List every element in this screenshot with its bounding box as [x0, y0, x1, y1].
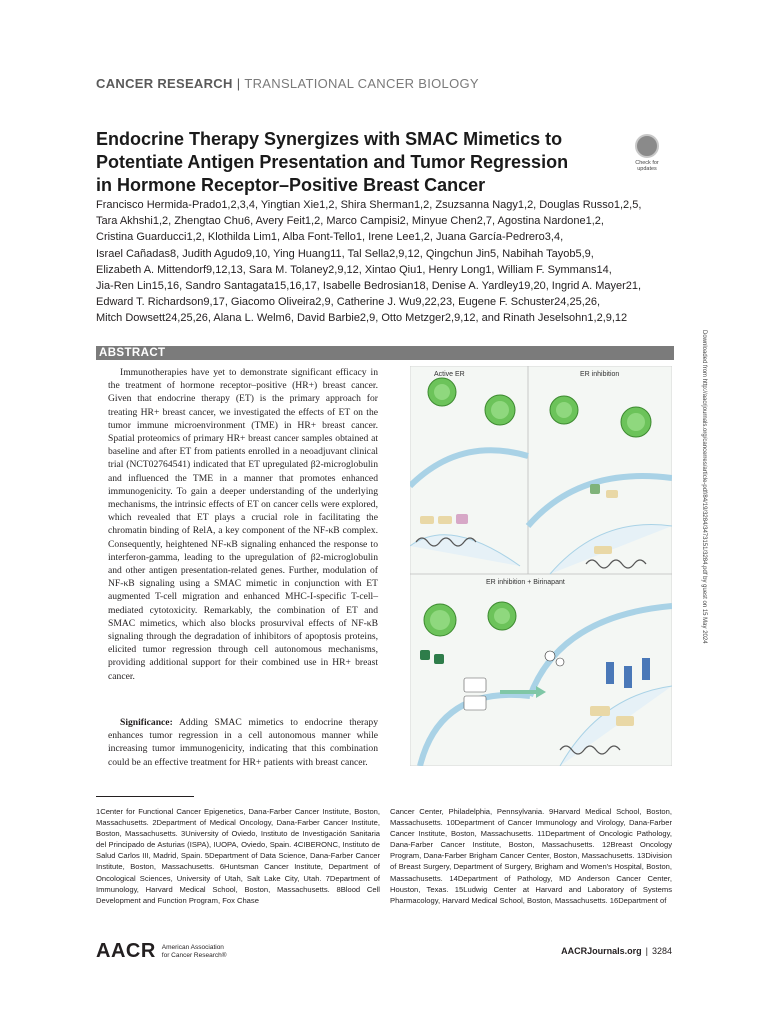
- check-for-updates-badge[interactable]: [628, 134, 666, 178]
- significance-text: Adding SMAC mimetics to endocrine therapy enhances tumor regression in a cell autonomous manner while increasing tumor immunogenicity, indicating that this combination could be an effective treatment for HR+ patients with breast cancer.: [108, 717, 378, 768]
- label-box: [464, 696, 486, 710]
- author-line: Jia-Ren Lin15,16, Sandro Santagata15,16,17, Isabelle Bedrosian18, Denise A. Yardley19,20, Ingrid A. Mayer21,: [96, 280, 642, 293]
- protein-shape: [420, 516, 434, 524]
- download-note: Downloaded from http://aacrjournals.org/cancerres/article-pdf/84/19/3284/3473151/3284.pdf by guest on 15 May 2024: [701, 330, 707, 644]
- title-line: Potentiate Antigen Presentation and Tumor Regression: [96, 152, 569, 172]
- abstract-paragraph: Immunotherapies have yet to demonstrate significant efficacy in the treatment of hormone receptor–positive (HR+) breast cancer. Given that endocrine therapy (ET) is the primary approach for treating HR+ breast cancer, we investigated the effects of ET on the tumor immune microenvironment (TME) in HR+ breast cancer. Spatial proteomics of primary HR+ breast cancer samples obtained at baseline and after ET from patients enrolled in a neoadjuvant clinical trial (NCT02764541) indicated that ET upregulated β2-microglobulin and influenced the TME in a manner that promotes enhanced immunogenicity. To gain a deeper understanding of the underlying mechanisms, the intrinsic effects of ET on cancer cells were explored, which revealed that ET plays a crucial role in facilitating the chromatin binding of RelA, a key component of the NF-κB complex. Consequently, heightened NF-κB signaling enhanced the response to interferon-gamma, leading to the upregulation of β2-microglobulin and other antigen presentation-related genes. Further, modulation of NF-κB signaling using a SMAC mimetic in conjunction with ET augmented T-cell migration and enhanced MHC-I-specific T-cell–mediated cytotoxicity. Remarkably, the combination of ET and SMAC mimetics, which also blocks prosurvival effects of NF-κB signaling through the degradation of inhibitors of apoptosis proteins, elicited tumor regression through cell autonomous mechanisms, providing additional support for their combined use in HR+ breast cancer.: [108, 367, 378, 682]
- page-footer: [520, 946, 672, 956]
- footer-separator: |: [645, 946, 648, 956]
- badge-text: Check for updates: [635, 160, 659, 172]
- panel-label-combination: ER inhibition + Birinapant: [486, 579, 565, 586]
- protein-shape: [616, 716, 634, 726]
- author-list: [96, 197, 676, 327]
- panel-label-active-er: Active ER: [434, 371, 465, 378]
- journal-site-link[interactable]: AACRJournals.org: [561, 946, 642, 956]
- footnote-rule: [96, 796, 194, 797]
- aacr-logo: [96, 940, 227, 963]
- title-line: in Hormone Receptor–Positive Breast Cancer: [96, 175, 486, 195]
- graphical-abstract: [410, 366, 672, 766]
- author-line: Francisco Hermida-Prado1,2,3,4, Yingtian Xie1,2, Shira Sherman1,2, Zsuzsanna Nagy1,2, Douglas Russo1,2,5,: [96, 199, 642, 211]
- abstract-heading: ABSTRACT: [99, 347, 166, 359]
- significance-label: Significance:: [120, 717, 173, 728]
- journal-header: [96, 76, 479, 91]
- mhc-receptor: [606, 662, 614, 684]
- author-line: Israel Cañadas8, Judith Agudo9,10, Ying Huang11, Tal Sella2,9,12, Qingchun Jin5, Nabihah Tayob5,9,: [96, 247, 594, 260]
- protein-shape: [594, 546, 612, 554]
- mhc-receptor: [624, 666, 632, 688]
- author-line: Cristina Guarducci1,2, Klothilda Lim1, Alba Font-Tello1, Irene Lee1,2, Juana García-Pedrero3,4,: [96, 231, 564, 244]
- protein-shape: [590, 706, 610, 716]
- panel-label-er-inhibition: ER inhibition: [580, 371, 620, 378]
- header-separator: |: [236, 76, 241, 91]
- aacr-association: American Association for Cancer Research®: [161, 943, 227, 959]
- journal-name: CANCER RESEARCH: [96, 76, 233, 91]
- t-cell-nucleus: [494, 608, 510, 624]
- journal-section: TRANSLATIONAL CANCER BIOLOGY: [244, 76, 479, 91]
- aacr-wordmark: AACR: [96, 940, 156, 962]
- protein-shape: [434, 654, 444, 664]
- protein-shape: [438, 516, 452, 524]
- protein-shape: [420, 650, 430, 660]
- author-line: Tara Akhshi1,2, Zhengtao Chu6, Avery Feit1,2, Marco Campisi2, Minyue Chen2,7, Agostina Nardone1,2,: [96, 215, 604, 228]
- protein-shape: [590, 484, 600, 494]
- t-cell-nucleus: [491, 401, 509, 419]
- check-updates-icon: [635, 134, 659, 158]
- abstract-body: [108, 366, 378, 683]
- author-line: Edward T. Richardson9,17, Giacomo Oliveira2,9, Catherine J. Wu9,22,23, Eugene F. Schuster24,25,26,: [96, 296, 601, 309]
- molecule-icon: [545, 651, 555, 661]
- author-line: Mitch Dowsett24,25,26, Alana L. Welm6, David Barbie2,9, Otto Metzger2,9,12, and Rinath Jeselsohn1,2,9,12: [96, 312, 628, 325]
- abstract-heading-bar: [96, 346, 674, 360]
- author-line: Elizabeth A. Mittendorf9,12,13, Sara M. Tolaney2,9,12, Xintao Qiu1, Henry Long1, William F. Symmans14,: [96, 263, 612, 276]
- affiliations-left: 1Center for Functional Cancer Epigenetics, Dana-Farber Cancer Institute, Boston, Massachusetts. 2Department of Medical Oncology, Dana-Farber Cancer Institute, Boston, Massachusetts. 3University of Oviedo, Instituto de Investigación Sanitaria del Principado de Asturias (ISPA), IUOPA, Oviedo, Spain. 4CIBERONC, Instituto de Salud Carlos III, Madrid, Spain. 5Department of Data Science, Dana-Farber Cancer Institute, Boston, Massachusetts. 6Huntsman Cancer Institute, Department of Oncological Sciences, University of Utah, Salt Lake City, Utah. 7Department of Immunology, Harvard Medical School, Boston, Massachusetts. 8Blood Cell Development and Function Program, Fox Chase: [96, 807, 380, 905]
- molecule-icon: [556, 658, 564, 666]
- affiliations-right: Cancer Center, Philadelphia, Pennsylvania. 9Harvard Medical School, Boston, Massachusetts. 10Department of Cancer Immunology and Virology, Dana-Farber Cancer Institute, Boston, Massachusetts. 11Department of Oncologic Pathology, Dana-Farber Cancer Institute, Boston, Massachusetts. 12Breast Oncology Program, Dana-Farber Brigham Cancer Center, Boston, Massachusetts. 13Division of Breast Surgery, Department of Surgery, Brigham and Women's Hospital, Boston, Massachusetts. 14Department of Pathology, MD Anderson Cancer Center, Houston, Texas. 15Ludwig Center at Harvard and Laboratory of Systems Pharmacology, Harvard Medical School, Boston, Massachusetts. 16Department of: [390, 807, 672, 905]
- mhc-receptor: [642, 658, 650, 680]
- t-cell-nucleus: [434, 384, 450, 400]
- label-box: [464, 678, 486, 692]
- t-cell-nucleus: [556, 402, 572, 418]
- article-title: [96, 128, 616, 197]
- page-number: 3284: [651, 946, 672, 956]
- protein-shape: [606, 490, 618, 498]
- t-cell-nucleus: [430, 610, 450, 630]
- protein-shape: [456, 514, 468, 524]
- title-line: Endocrine Therapy Synergizes with SMAC Mimetics to: [96, 129, 563, 149]
- t-cell-nucleus: [627, 413, 645, 431]
- significance-block: [108, 716, 378, 769]
- graphical-abstract-svg: [410, 366, 672, 766]
